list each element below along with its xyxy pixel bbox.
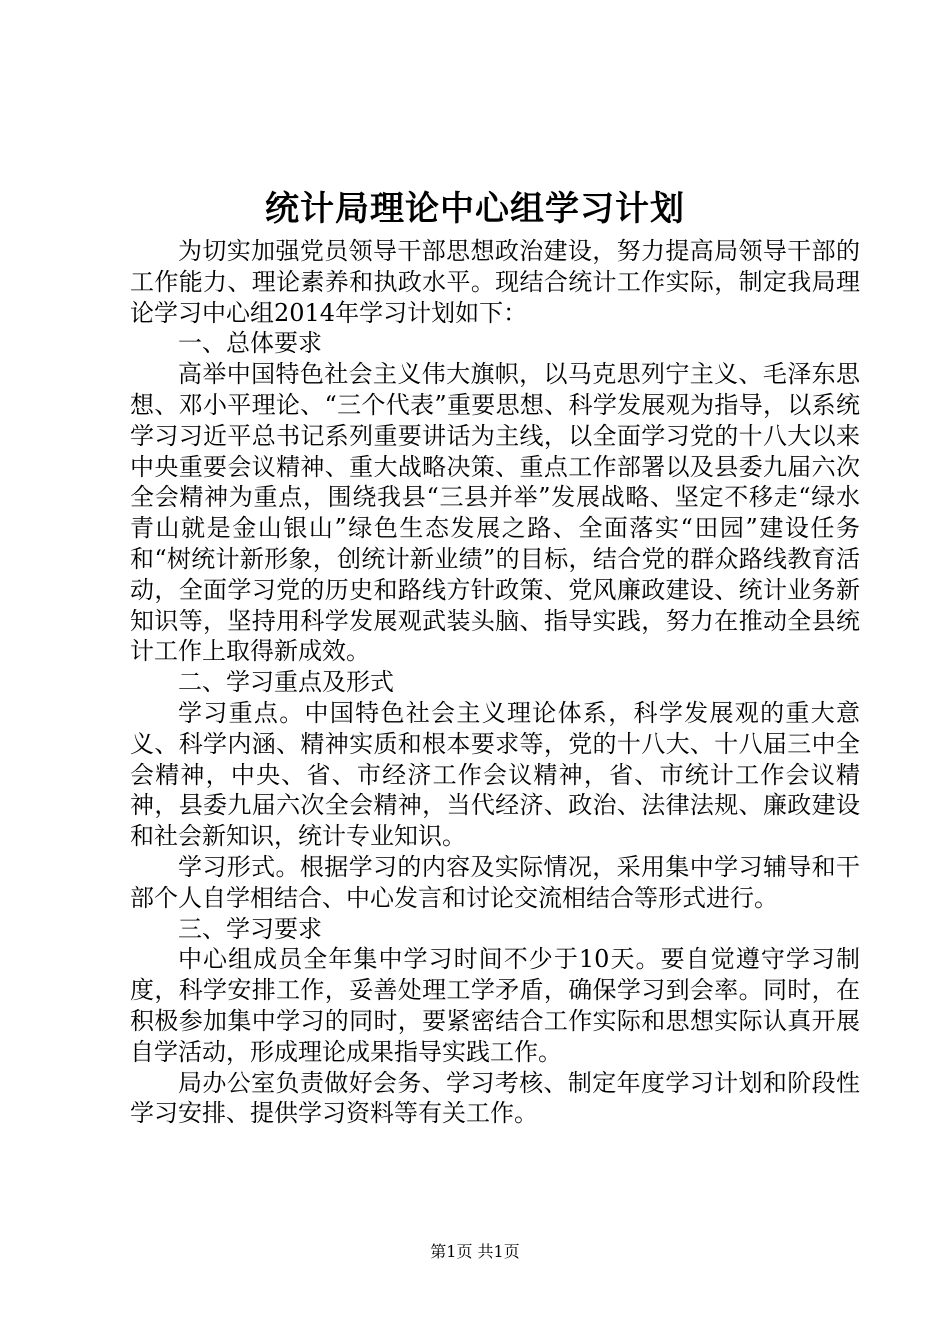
section-heading-general-requirements: 一、总体要求 [178, 329, 322, 358]
document-title: 统计局理论中心组学习计划 [265, 189, 685, 229]
general-requirements-paragraph: 高举中国特色社会主义伟大旗帜，以马克思列宁主义、毛泽东思想、邓小平理论、“三个代表”重要思想、科学发展观为指导，以系统学习习近平总书记系列重要讲话为主线，以全面学习党的十八大以来中央重要会议精神、重大战略决策、重点工作部署以及县委九届六次全会精神为重点，围绕我县“三县并举”发展战略、坚定不移走“绿水青山就是金山银山”绿色生态发展之路、全面落实“田园”建设任务和“树统计新形象，创统计新业绩”的目标，结合党的群众路线教育活动，全面学习党的历史和路线方针政策、党风廉政建设、统计业务新知识等，坚持用科学发展观武装头脑、指导实践，努力在推动全县统计工作上取得新成效。 [130, 360, 860, 666]
page-footer: 第1页 共1页 [430, 1242, 520, 1261]
study-requirements-paragraph: 中心组成员全年集中学习时间不少于10天。要自觉遵守学习制度，科学安排工作，妥善处理工学矛盾，确保学习到会率。同时，在积极参加集中学习的同时，要紧密结合工作实际和思想实际认真开展自学活动，形成理论成果指导实践工作。 [130, 945, 860, 1066]
section-heading-focus-and-format: 二、学习重点及形式 [178, 668, 394, 697]
study-focus-paragraph: 学习重点。中国特色社会主义理论体系，科学发展观的重大意义、科学内涵、精神实质和根本要求等，党的十八大、十八届三中全会精神，中央、省、市经济工作会议精神，省、市统计工作会议精神，县委九届六次全会精神，当代经济、政治、法律法规、廉政建设和社会新知识，统计专业知识。 [130, 698, 860, 851]
document-body [130, 236, 860, 1129]
office-duties-paragraph: 局办公室负责做好会务、学习考核、制定年度学习计划和阶段性学习安排、提供学习资料等有关工作。 [130, 1068, 860, 1128]
section-heading-study-requirements: 三、学习要求 [178, 914, 322, 943]
intro-paragraph: 为切实加强党员领导干部思想政治建设，努力提高局领导干部的工作能力、理论素养和执政水平。现结合统计工作实际，制定我局理论学习中心组2014年学习计划如下： [130, 237, 860, 327]
study-format-paragraph: 学习形式。根据学习的内容及实际情况，采用集中学习辅导和干部个人自学相结合、中心发言和讨论交流相结合等形式进行。 [130, 852, 860, 912]
